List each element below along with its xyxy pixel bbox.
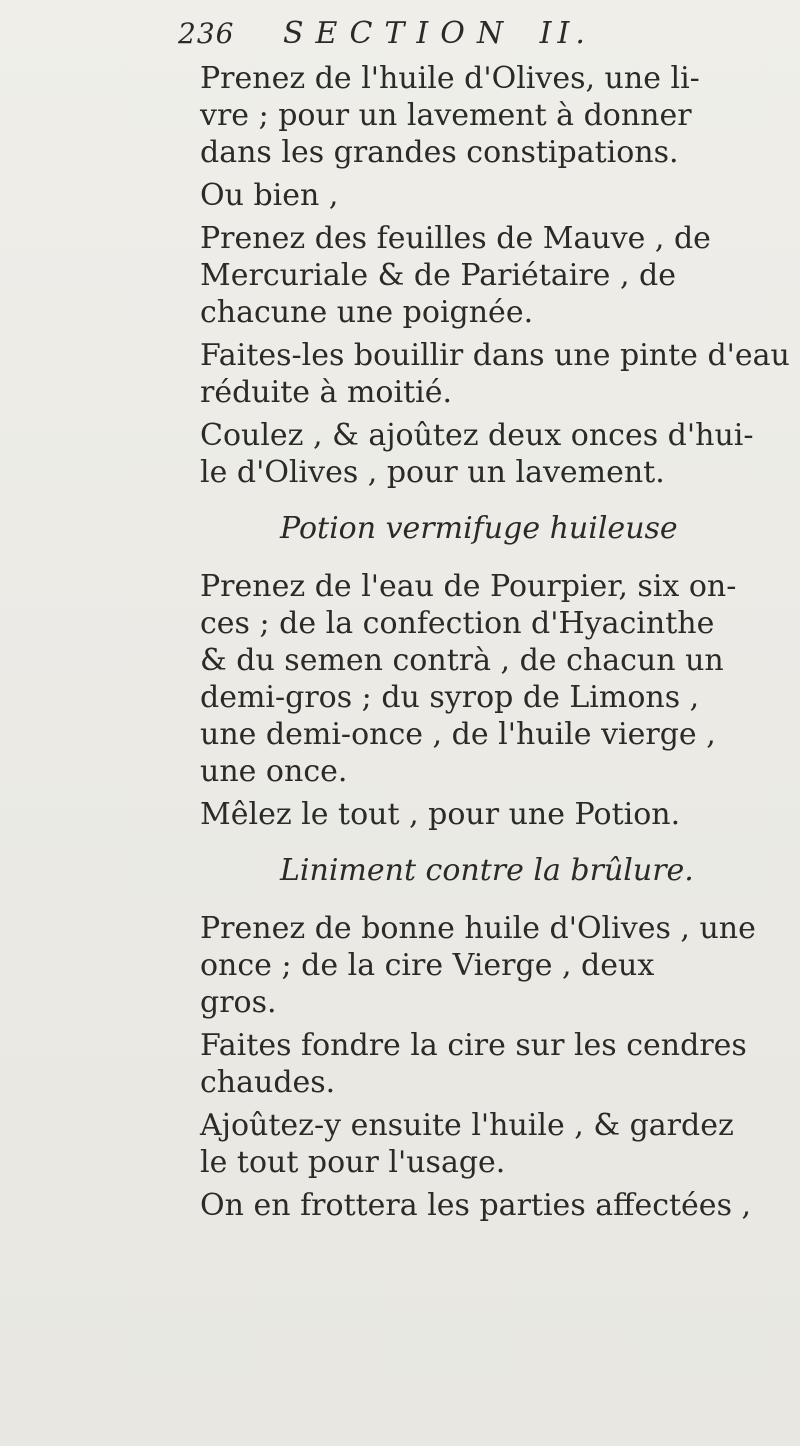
text-line: Prenez de l'huile d'Olives, une li-: [200, 61, 700, 96]
text-line: Ou bien ,: [200, 178, 339, 213]
text-line: Prenez de l'eau de Pourpier, six on-: [200, 569, 737, 604]
paragraph: [200, 1107, 770, 1181]
paragraph: [200, 796, 770, 833]
section-numeral: II.: [539, 16, 591, 51]
text-line: Mercuriale & de Pariétaire , de: [200, 258, 676, 293]
paragraph: [200, 177, 770, 214]
text-line: chacune une poignée.: [200, 295, 534, 330]
paragraph: [200, 417, 770, 491]
text-line: le d'Olives , pour un lavement.: [200, 455, 665, 490]
text-line: réduite à moitié.: [200, 375, 453, 410]
text-line: le tout pour l'usage.: [200, 1145, 506, 1180]
text-line: Ajoûtez-y ensuite l'huile , & gardez: [200, 1108, 734, 1143]
text-line: Mêlez le tout , pour une Potion.: [200, 797, 681, 832]
text-line: On en frottera les parties affectées ,: [200, 1188, 752, 1223]
running-head: [178, 16, 591, 51]
text-line: & du semen contrà , de chacun un: [200, 643, 724, 678]
recipe-heading: Potion vermifuge huileuse: [280, 511, 678, 546]
paragraph: [200, 910, 770, 1021]
text-line: Faites fondre la cire sur les cendres: [200, 1028, 747, 1063]
text-line: Faites-les bouillir dans une pinte d'eau: [200, 338, 790, 373]
text-line: une once.: [200, 754, 348, 789]
paragraph: [200, 220, 770, 331]
text-line: une demi-once , de l'huile vierge ,: [200, 717, 716, 752]
paragraph: [200, 1187, 770, 1224]
recipe-heading: Liniment contre la brûlure.: [280, 853, 694, 888]
text-line: Prenez des feuilles de Mauve , de: [200, 221, 711, 256]
paragraph: [200, 60, 770, 171]
page-number: 236: [178, 17, 235, 50]
section-title: SECTION: [283, 16, 516, 51]
text-line: demi-gros ; du syrop de Limons ,: [200, 680, 700, 715]
text-line: Coulez , & ajoûtez deux onces d'hui-: [200, 418, 754, 453]
paragraph: [200, 1027, 770, 1101]
text-line: ces ; de la confection d'Hyacinthe: [200, 606, 715, 641]
body-text: [200, 60, 790, 1230]
paragraph: [200, 568, 770, 790]
text-line: chaudes.: [200, 1065, 336, 1100]
text-line: gros.: [200, 985, 277, 1020]
text-line: Prenez de bonne huile d'Olives , une: [200, 911, 756, 946]
text-line: dans les grandes constipations.: [200, 135, 679, 170]
text-line: vre ; pour un lavement à donner: [200, 98, 692, 133]
text-line: once ; de la cire Vierge , deux: [200, 948, 655, 983]
paragraph: [200, 337, 790, 411]
